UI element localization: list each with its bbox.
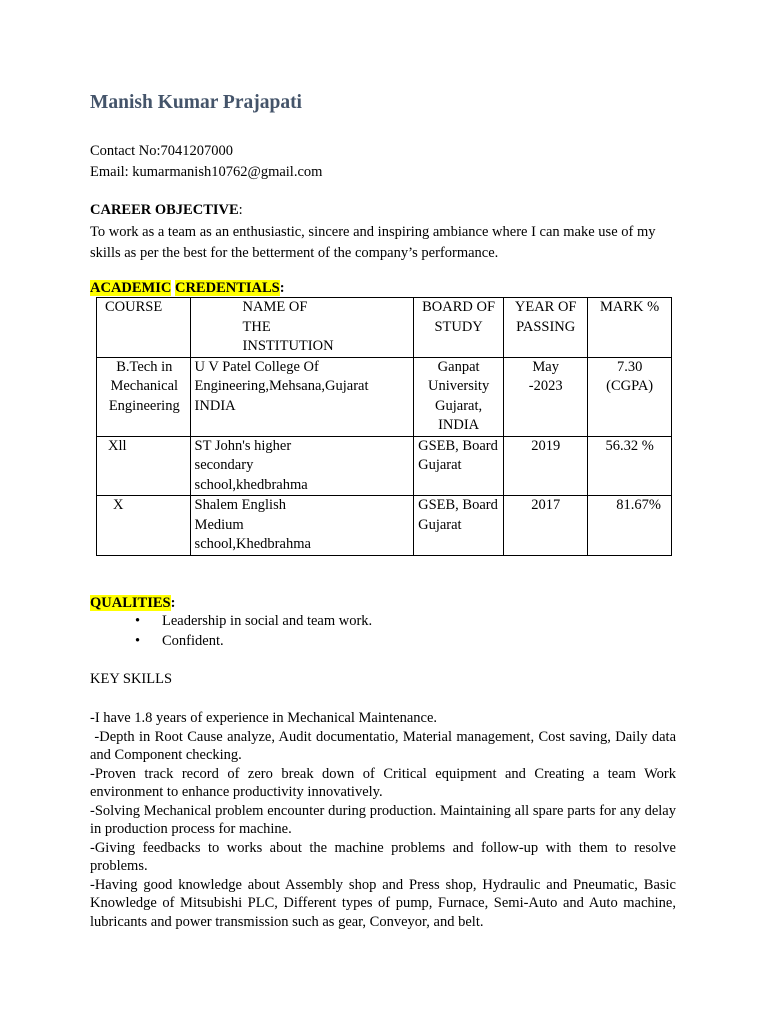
column-header-board: BOARD OF STUDY bbox=[414, 298, 504, 358]
mark-cell: 81.67% bbox=[588, 496, 672, 556]
list-item bbox=[135, 632, 372, 652]
board-cell: GSEB, Board Gujarat bbox=[414, 496, 504, 556]
academic-heading-word: ACADEMIC bbox=[90, 280, 172, 296]
career-objective-text: To work as a team as an enthusiastic, sincere and inspiring ambiance where I can make use of my skills as per the best for the betterment of the company’s performance. bbox=[90, 224, 656, 261]
board-cell: Ganpat University Gujarat, INDIA bbox=[414, 357, 504, 436]
quality-text: Leadership in social and team work. bbox=[162, 613, 373, 629]
table-row bbox=[97, 436, 672, 496]
key-skills-heading: KEY SKILLS bbox=[90, 671, 173, 687]
table-row bbox=[97, 357, 672, 436]
table-row bbox=[97, 496, 672, 556]
column-header-mark: MARK % bbox=[588, 298, 672, 358]
skill-item: -Having good knowledge about Assembly shop and Press shop, Hydraulic and Pneumatic, Basic Knowledge of Mitsubishi PLC, Different types of pump, Furnace, Semi-Auto and Auto machine, lubricants and power transmission such as gear, Conveyor, and belt. bbox=[90, 876, 676, 930]
column-header-course: COURSE bbox=[97, 298, 191, 358]
mark-cell: 56.32 % bbox=[588, 436, 672, 496]
institution-cell: U V Patel College Of Engineering,Mehsana,Gujarat INDIA bbox=[190, 357, 414, 436]
course-cell: X bbox=[97, 496, 191, 556]
bullet-icon: • bbox=[135, 613, 141, 629]
quality-text: Confident. bbox=[162, 632, 224, 649]
institution-cell: Shalem English Medium school,Khedbrahma bbox=[190, 496, 414, 556]
qualities-heading bbox=[90, 594, 175, 613]
email-address: Email: kumarmanish10762@gmail.com bbox=[90, 164, 323, 180]
column-header-year: YEAR OF PASSING bbox=[504, 298, 588, 358]
skill-item: -Solving Mechanical problem encounter during production. Maintaining all spare parts for any delay in production process for machine. bbox=[90, 802, 676, 837]
skill-item: -Giving feedbacks to works about the machine problems and follow-up with them to resolve problems. bbox=[90, 839, 676, 874]
career-objective-heading bbox=[90, 201, 243, 220]
academic-credentials-table bbox=[96, 297, 672, 556]
skill-item: -Depth in Root Cause analyze, Audit documentatio, Material management, Cost saving, Daily data and Component checking. bbox=[90, 728, 680, 763]
qualities-title: QUALITIES bbox=[90, 595, 171, 611]
mark-cell: 7.30 (CGPA) bbox=[588, 357, 672, 436]
course-cell: Xll bbox=[97, 436, 191, 496]
qualities-colon: : bbox=[170, 595, 176, 611]
academic-credentials-heading bbox=[90, 279, 285, 298]
career-objective-colon: : bbox=[238, 202, 243, 218]
table-header-row bbox=[97, 298, 672, 358]
academic-heading-colon: : bbox=[279, 280, 285, 296]
year-cell: 2017 bbox=[504, 496, 588, 556]
board-cell: GSEB, Board Gujarat bbox=[414, 436, 504, 496]
institution-header-text: NAME OF THE INSTITUTION bbox=[242, 299, 334, 354]
bullet-icon: • bbox=[135, 632, 141, 649]
qualities-list bbox=[90, 612, 372, 651]
credentials-heading-word: CREDENTIALS bbox=[174, 280, 280, 296]
year-cell: May -2023 bbox=[504, 357, 588, 436]
skill-item: -I have 1.8 years of experience in Mechanical Maintenance. bbox=[90, 710, 438, 726]
institution-cell: ST John's higher secondary school,khedbrahma bbox=[190, 436, 414, 496]
column-header-institution bbox=[190, 298, 414, 358]
career-objective-title: CAREER OBJECTIVE bbox=[90, 202, 239, 218]
year-cell: 2019 bbox=[504, 436, 588, 496]
candidate-name: Manish Kumar Prajapati bbox=[90, 92, 302, 113]
course-cell: B.Tech in Mechanical Engineering bbox=[97, 357, 191, 436]
skill-item: -Proven track record of zero break down of Critical equipment and Creating a team Work environment to enhance productivity innovatively. bbox=[90, 765, 676, 800]
contact-number: Contact No:7041207000 bbox=[90, 143, 233, 159]
key-skills-list bbox=[90, 709, 680, 931]
list-item bbox=[135, 612, 373, 632]
